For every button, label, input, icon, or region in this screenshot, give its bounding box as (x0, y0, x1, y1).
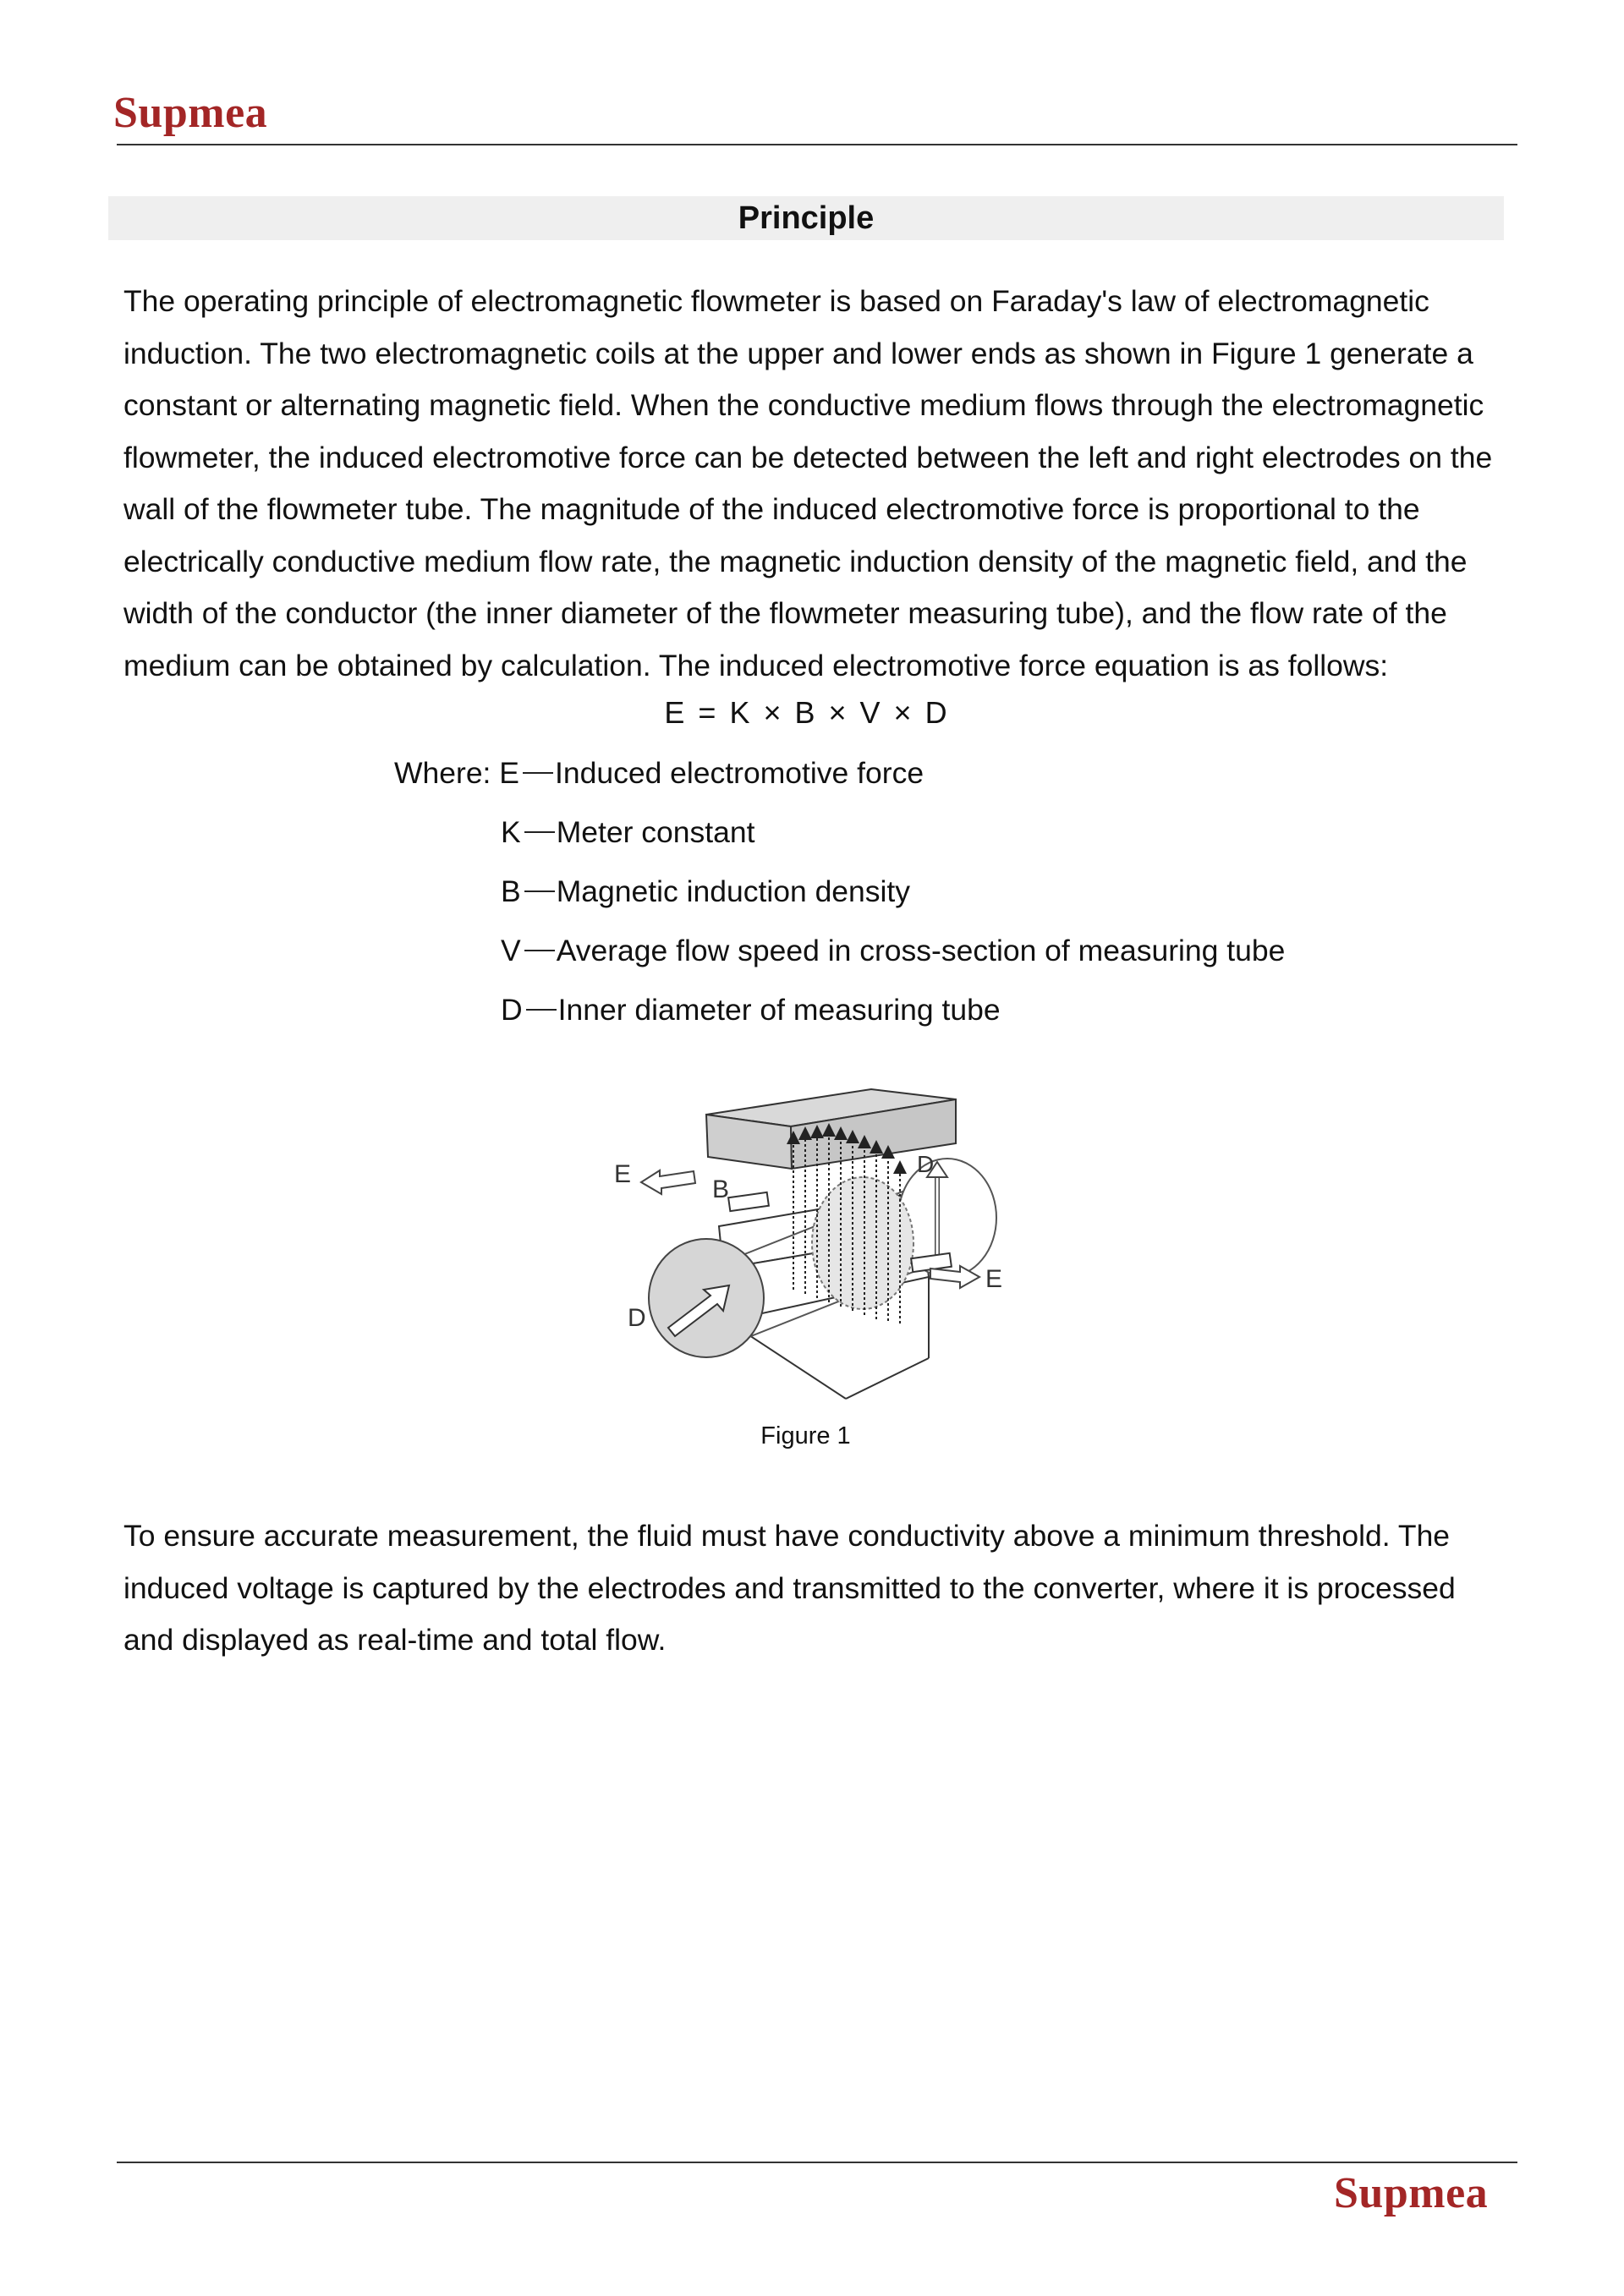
definition-row-e (394, 752, 924, 794)
footer-brand-logo: Supmea (1334, 2169, 1489, 2217)
definition-row-v (501, 929, 1285, 972)
label-d-bottom: D (628, 1304, 646, 1332)
figure-caption: Figure 1 (760, 1422, 851, 1449)
definition-text: Induced electromotive force (554, 756, 924, 790)
definition-row-k (501, 811, 755, 853)
definition-text: Meter constant (556, 815, 755, 849)
section-heading-band (108, 196, 1504, 240)
left-electrode (728, 1192, 769, 1211)
label-b: B (712, 1175, 730, 1203)
header-brand-logo: Supmea (113, 89, 268, 137)
intro-paragraph: The operating principle of electromagnetic flowmeter is based on Faraday's law of electromagnetic induction. The two electromagnetic coils at the upper and lower ends as shown in Figure 1 generate a constant or alternating magnetic field. When the conductive medium flows through the electromagnetic flowmeter, the induced electromotive force can be detected between the left and right electrodes on the wall of the flowmeter tube. The magnitude of the induced electromotive force is proportional to the electrically conductive medium flow rate, the magnetic induction density of the magnetic field, and the width of the conductor (the inner diameter of the flowmeter measuring tube), and the flow rate of the medium can be obtained by calculation. The induced electromotive force equation is as follows: (123, 284, 1493, 682)
definition-symbol: D (501, 993, 523, 1027)
definition-dash (524, 831, 555, 833)
footer-divider (117, 2162, 1517, 2163)
section-title: Principle (738, 200, 875, 236)
definition-text: Magnetic induction density (556, 874, 911, 908)
definitions-prefix: Where: (394, 756, 500, 790)
figure-1-flowmeter-diagram (592, 1074, 1003, 1412)
definition-symbol: V (501, 934, 521, 967)
definition-dash (524, 950, 555, 951)
definition-text: Average flow speed in cross-section of measuring tube (556, 934, 1286, 967)
definition-dash (524, 890, 555, 892)
label-e-right: E (985, 1265, 1003, 1293)
definition-dash (526, 1009, 557, 1011)
definition-symbol: K (501, 815, 521, 849)
header-divider (117, 144, 1517, 145)
label-e-left: E (614, 1160, 632, 1188)
label-d-top: D (917, 1151, 935, 1177)
definition-row-d (501, 989, 1001, 1031)
emf-equation: E = K × B × V × D (664, 695, 947, 730)
definition-symbol: E (499, 756, 519, 790)
definition-row-b (501, 870, 910, 912)
definition-dash (523, 772, 553, 774)
pipe-cross-section (649, 1239, 764, 1357)
definition-text: Inner diameter of measuring tube (557, 993, 1001, 1027)
definition-symbol: B (501, 874, 521, 908)
closing-paragraph: To ensure accurate measurement, the fluid must have conductivity above a minimum threshold. The induced voltage is captured by the electrodes and transmitted to the converter, where it is processed and displayed as real-time and total flow. (123, 1519, 1456, 1657)
emf-arrow-left-icon (641, 1170, 695, 1194)
